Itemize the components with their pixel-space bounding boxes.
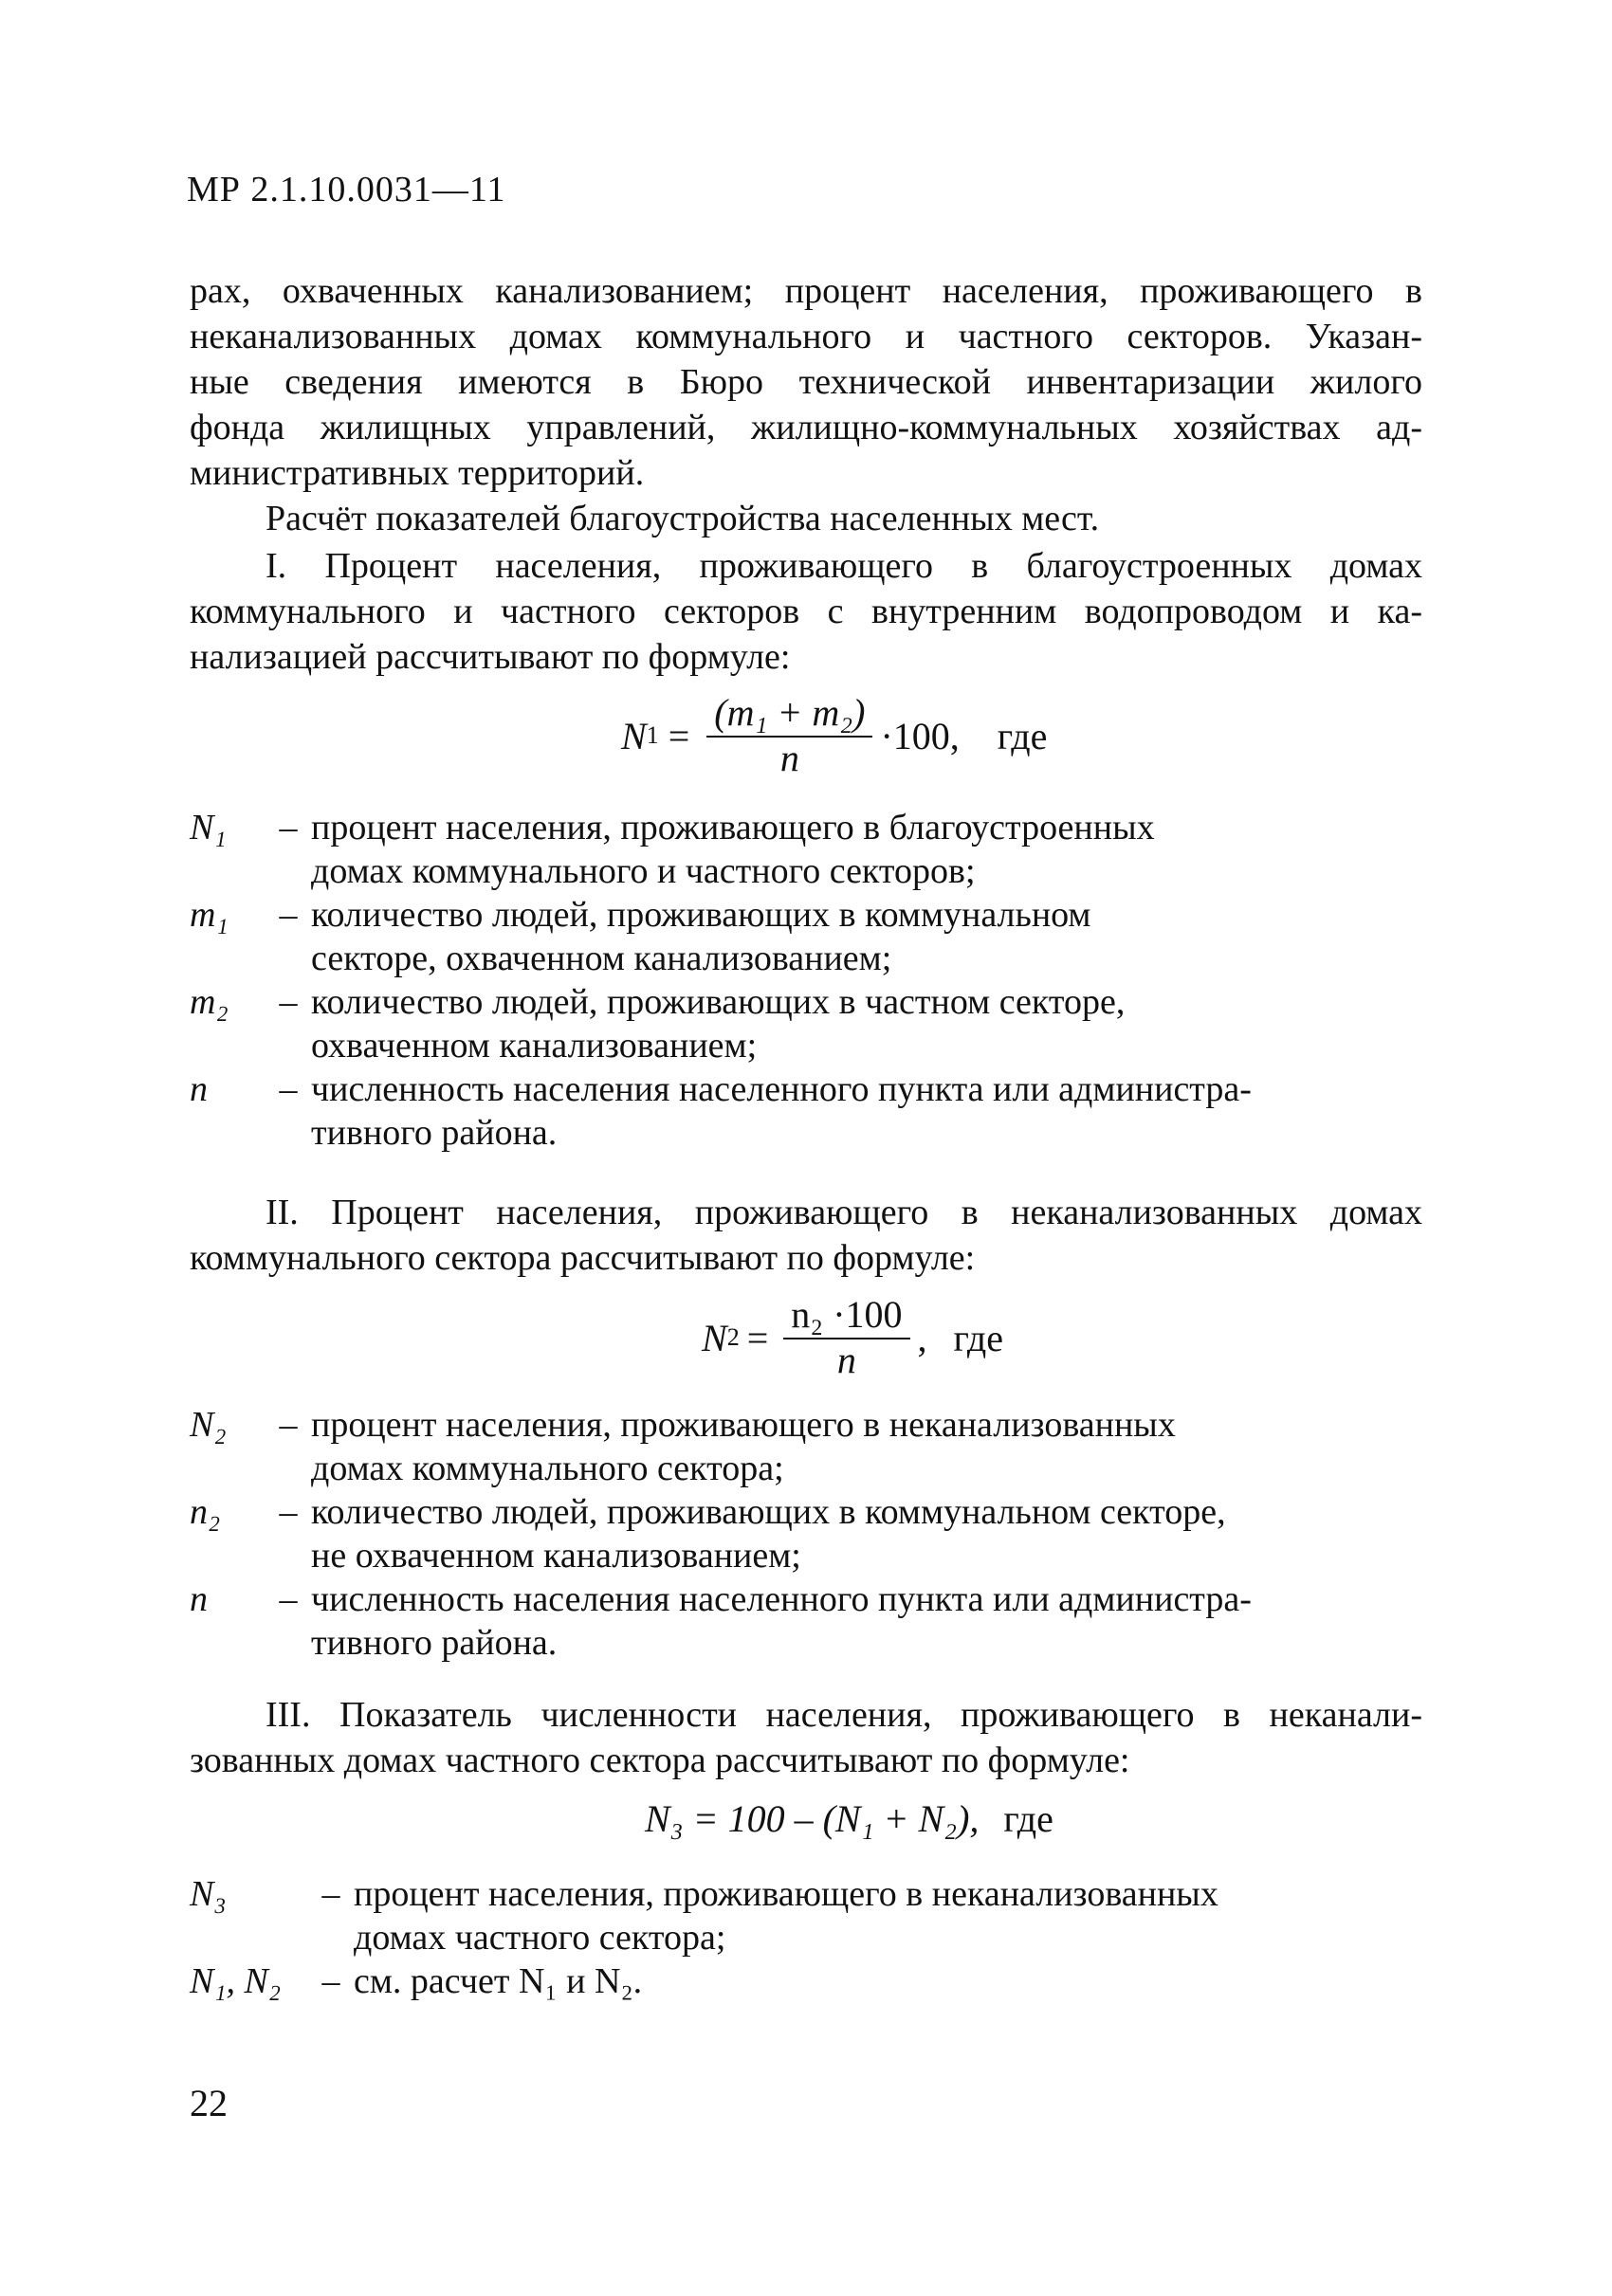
def-symbol: N₁, N₂ [190,1961,282,2001]
formula-where: где [1003,1797,1053,1840]
definition-item [190,980,1259,1067]
def-dash: – [279,1579,298,1619]
fraction-denominator: n [779,737,799,779]
section-3-paragraph [190,1692,1422,1783]
formula-equals: = [668,714,690,757]
definitions-3 [190,1872,1302,2003]
formula-where: где [997,714,1048,757]
def-line: количество людей, проживающих в частном секторе, [311,982,1126,1022]
text-line: неканализованных домах коммунального и частного секторов. Указан- [190,317,1422,356]
def-line: количество людей, проживающих в коммунальном секторе, [311,1492,1226,1532]
formula-expression: N₃ = 100 – (N₁ + N₂), [645,1797,980,1840]
def-text [311,1490,1259,1577]
def-dash: – [279,1492,298,1532]
formula-1 [621,692,1047,779]
definitions-1 [190,806,1259,1155]
definition-item [190,1577,1259,1665]
definition-item [190,1403,1259,1490]
formula-lhs: N [621,714,647,757]
definition-item [190,1959,1302,2003]
calc-title-text: Расчёт показателей благоустройства населенных мест. [266,499,1100,538]
section-2-paragraph [190,1190,1422,1281]
formula-lhs-sub: 1 [646,721,659,749]
def-text [354,1872,1302,1959]
definition-item [190,1067,1259,1155]
def-line: охваченном канализованием; [311,1026,758,1066]
def-dash: – [279,1069,298,1109]
def-line: домах коммунального и частного секторов; [311,851,976,891]
calc-title [190,496,1422,541]
formula-lhs: N [702,1316,727,1359]
text-line: фонда жилищных управлений, жилищно-коммунальных хозяйствах ад- [190,408,1422,447]
formula-2 [702,1294,1003,1381]
text-line: министративных территорий. [190,453,645,493]
def-dash: – [279,1405,298,1445]
formula-equals: = [746,1316,769,1359]
def-text [311,1403,1259,1490]
formula-tail: ·100, [880,714,960,757]
definition-item [190,1490,1259,1577]
def-line: количество людей, проживающих в коммунальном [311,895,1091,935]
def-line: тивного района. [311,1113,558,1153]
text-line: рах, охваченных канализованием; процент населения, проживающего в [190,271,1422,311]
def-line: тивного района. [311,1623,558,1663]
section-1-paragraph [190,543,1422,680]
def-symbol: N₂ [190,1405,227,1445]
text-line: коммунального и частного секторов с внутренним водопроводом и ка- [190,592,1422,631]
formula-where: где [953,1316,1004,1359]
def-text [311,1067,1259,1155]
text-line: коммунального сектора рассчитывают по формуле: [190,1238,976,1278]
def-symbol: n [190,1579,208,1619]
def-line: не охваченном канализованием; [311,1536,801,1576]
formula-fraction [706,692,872,779]
def-symbol: m₂ [190,982,229,1022]
def-text [311,1577,1259,1665]
def-symbol: n₂ [190,1492,221,1532]
formula-tail: , [917,1316,927,1359]
text-line: I. Процент населения, проживающего в благоустроенных домах [266,546,1422,586]
definition-item [190,806,1259,893]
document-header: МР 2.1.10.0031—11 [187,170,506,210]
def-text [311,893,1259,980]
fraction-denominator: n [836,1339,856,1381]
def-text [354,1959,1302,2003]
def-symbol: m₁ [190,895,229,935]
definition-item [190,893,1259,980]
text-line: ные сведения имеются в Бюро технической инвентаризации жилого [190,362,1422,402]
formula-fraction [783,1294,909,1381]
def-symbol: N₃ [190,1874,227,1914]
text-line: зованных домах частного сектора рассчитывают по формуле: [190,1740,1130,1780]
def-symbol: n [190,1069,208,1109]
definition-item [190,1872,1302,1959]
def-symbol: N₁ [190,808,227,847]
def-line: домах частного сектора; [354,1918,726,1958]
def-line: см. расчет N₁ и N₂. [354,1961,643,2001]
text-line: II. Процент населения, проживающего в неканализованных домах [266,1193,1422,1232]
def-line: процент населения, проживающего в неканализованных [354,1874,1218,1914]
def-text [311,980,1259,1067]
def-line: процент населения, проживающего в неканализованных [311,1405,1176,1445]
def-dash: – [279,982,298,1022]
text-line: нализацией рассчитывают по формуле: [190,637,791,677]
definitions-2 [190,1403,1259,1665]
def-dash: – [279,895,298,935]
page-number: 22 [190,2082,228,2124]
def-dash: – [321,1874,340,1914]
def-dash: – [279,808,298,847]
fraction-numerator: (m₁ + m₂) [706,692,872,738]
def-line: численность населения населенного пункта или администра- [311,1579,1252,1619]
def-line: процент населения, проживающего в благоустроенных [311,808,1155,847]
intro-paragraph [190,268,1422,496]
def-line: секторе, охваченном канализованием; [311,938,892,978]
def-line: домах коммунального сектора; [311,1449,784,1488]
text-line: III. Показатель численности населения, проживающего в неканали- [266,1695,1422,1735]
fraction-numerator: n₂ ·100 [783,1294,909,1339]
def-text [311,806,1259,893]
def-dash: – [321,1961,340,2001]
def-line: численность населения населенного пункта или администра- [311,1069,1252,1109]
formula-lhs-sub: 2 [726,1323,740,1351]
formula-3 [645,1796,1053,1841]
